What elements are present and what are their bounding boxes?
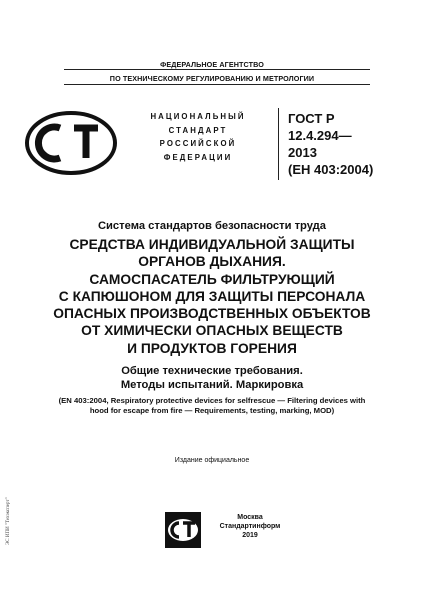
en-reference bbox=[34, 396, 390, 416]
national-line-2: СТАНДАРТ bbox=[168, 125, 228, 135]
title-line: И ПРОДУКТОВ ГОРЕНИЯ bbox=[127, 340, 297, 356]
agency-name-line-1: ФЕДЕРАЛЬНОЕ АГЕНТСТВО bbox=[160, 60, 264, 69]
title-line: СРЕДСТВА ИНДИВИДУАЛЬНОЙ ЗАЩИТЫ bbox=[69, 237, 355, 252]
header-rule-bottom bbox=[64, 84, 370, 85]
side-watermark-note: ЭС ИПИ "Техэксперт" bbox=[6, 497, 11, 545]
separator-line bbox=[278, 108, 279, 180]
national-line-3: РОССИЙСКОЙ bbox=[159, 139, 237, 148]
agency-name-line-2: ПО ТЕХНИЧЕСКОМУ РЕГУЛИРОВАНИЮ И МЕТРОЛОГИИ bbox=[109, 74, 315, 83]
header-rule-top bbox=[64, 69, 370, 70]
publisher-name: Стандартинформ bbox=[219, 523, 281, 530]
subtitle-line: Методы испытаний. Маркировка bbox=[120, 379, 304, 391]
en-reference-line: (EN 403:2004, Respiratory protective devices for selfrescue — Filtering devices with bbox=[58, 396, 366, 405]
designation-line-4: (ЕН 403:2004) bbox=[288, 162, 374, 177]
en-reference-line: hood for escape from fire — Requirements, testing, marking, MOD) bbox=[89, 406, 335, 415]
title-line: С КАПЮШОНОМ ДЛЯ ЗАЩИТЫ ПЕРСОНАЛА bbox=[58, 288, 366, 304]
national-standard-label bbox=[140, 110, 256, 164]
rst-gost-mark-icon bbox=[24, 110, 118, 176]
national-line-1: НАЦИОНАЛЬНЫЙ bbox=[150, 112, 246, 121]
publisher-city: Москва bbox=[237, 514, 263, 521]
document-title bbox=[20, 236, 404, 357]
national-line-4: ФЕДЕРАЦИИ bbox=[163, 152, 233, 162]
subtitle-line: Общие технические требования. bbox=[121, 365, 303, 377]
title-line: ОПАСНЫХ ПРОИЗВОДСТВЕННЫХ ОБЪЕКТОВ bbox=[53, 306, 371, 322]
official-edition-label: Издание официальное bbox=[174, 457, 250, 464]
designation-line-1: ГОСТ Р bbox=[288, 111, 335, 126]
standard-designation bbox=[288, 110, 373, 178]
publisher-year: 2019 bbox=[242, 532, 258, 539]
title-line: ОРГАНОВ ДЫХАНИЯ. bbox=[138, 254, 286, 270]
designation-line-2: 12.4.294— bbox=[288, 128, 352, 143]
publisher-info bbox=[205, 513, 295, 540]
title-line: ОТ ХИМИЧЕСКИ ОПАСНЫХ ВЕЩЕСТВ bbox=[81, 323, 343, 339]
standartinform-logo-icon bbox=[164, 511, 202, 549]
system-of-standards: Система стандартов безопасности труда bbox=[97, 220, 327, 232]
designation-line-3: 2013 bbox=[288, 145, 317, 160]
title-line: САМОСПАСАТЕЛЬ ФИЛЬТРУЮЩИЙ bbox=[89, 271, 335, 287]
document-subtitle bbox=[20, 364, 404, 392]
